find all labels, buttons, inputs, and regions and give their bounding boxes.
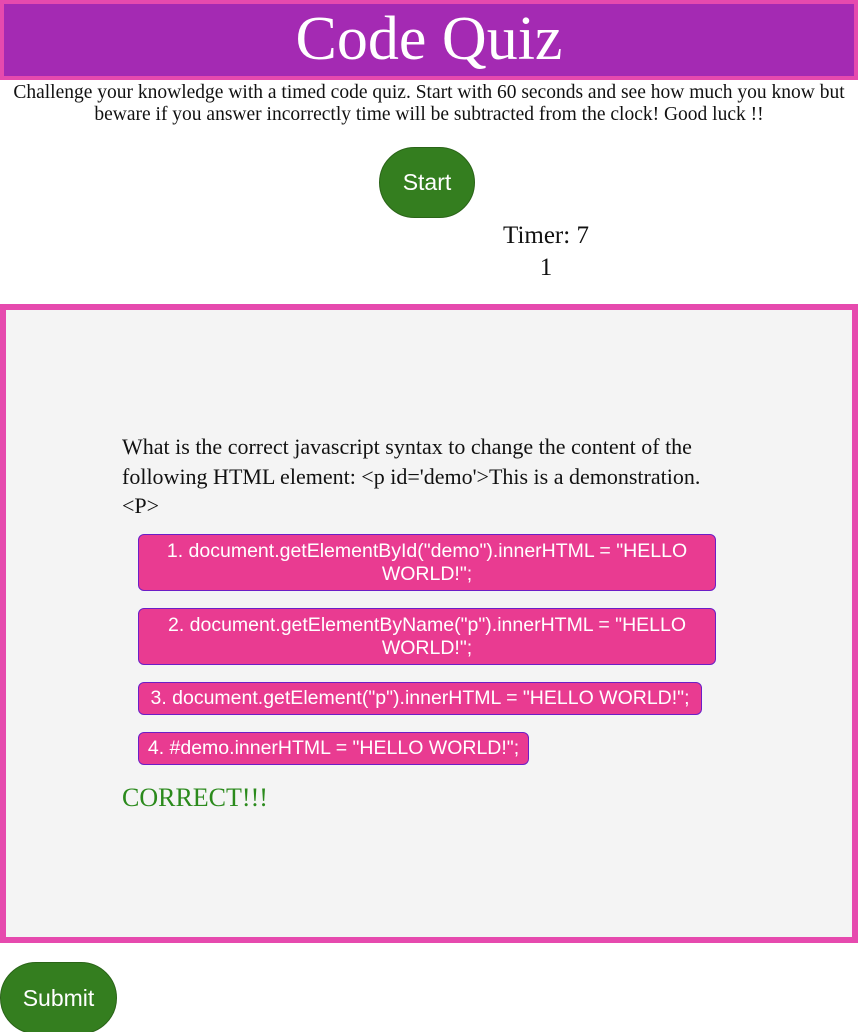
- page-title: Code Quiz: [295, 5, 563, 73]
- submit-button[interactable]: Submit: [0, 962, 117, 1032]
- title-bar: [0, 0, 858, 80]
- start-button[interactable]: Start: [379, 147, 475, 218]
- answer-button-4[interactable]: 4. #demo.innerHTML = "HELLO WORLD!";: [138, 732, 529, 765]
- timer-display: [490, 220, 602, 284]
- answer-button-3[interactable]: 3. document.getElement("p").innerHTML = "HELLO WORLD!";: [138, 682, 702, 715]
- feedback-message: CORRECT!!!: [122, 783, 268, 812]
- timer-label: Timer: 7: [503, 222, 589, 249]
- question-text: What is the correct javascript syntax to change the content of the following HTML element: <p id='demo'>This is a demonstration.<P>: [122, 434, 701, 518]
- timer-value-line: 1: [539, 254, 553, 281]
- answer-button-2[interactable]: 2. document.getElementByName("p").innerHTML = "HELLO WORLD!";: [138, 608, 716, 665]
- answer-button-1[interactable]: 1. document.getElementById("demo").innerHTML = "HELLO WORLD!";: [138, 534, 716, 591]
- intro-text: Challenge your knowledge with a timed code quiz. Start with 60 seconds and see how much you know but beware if you answer incorrectly time will be subtracted from the clock! Good luck !!: [13, 82, 845, 125]
